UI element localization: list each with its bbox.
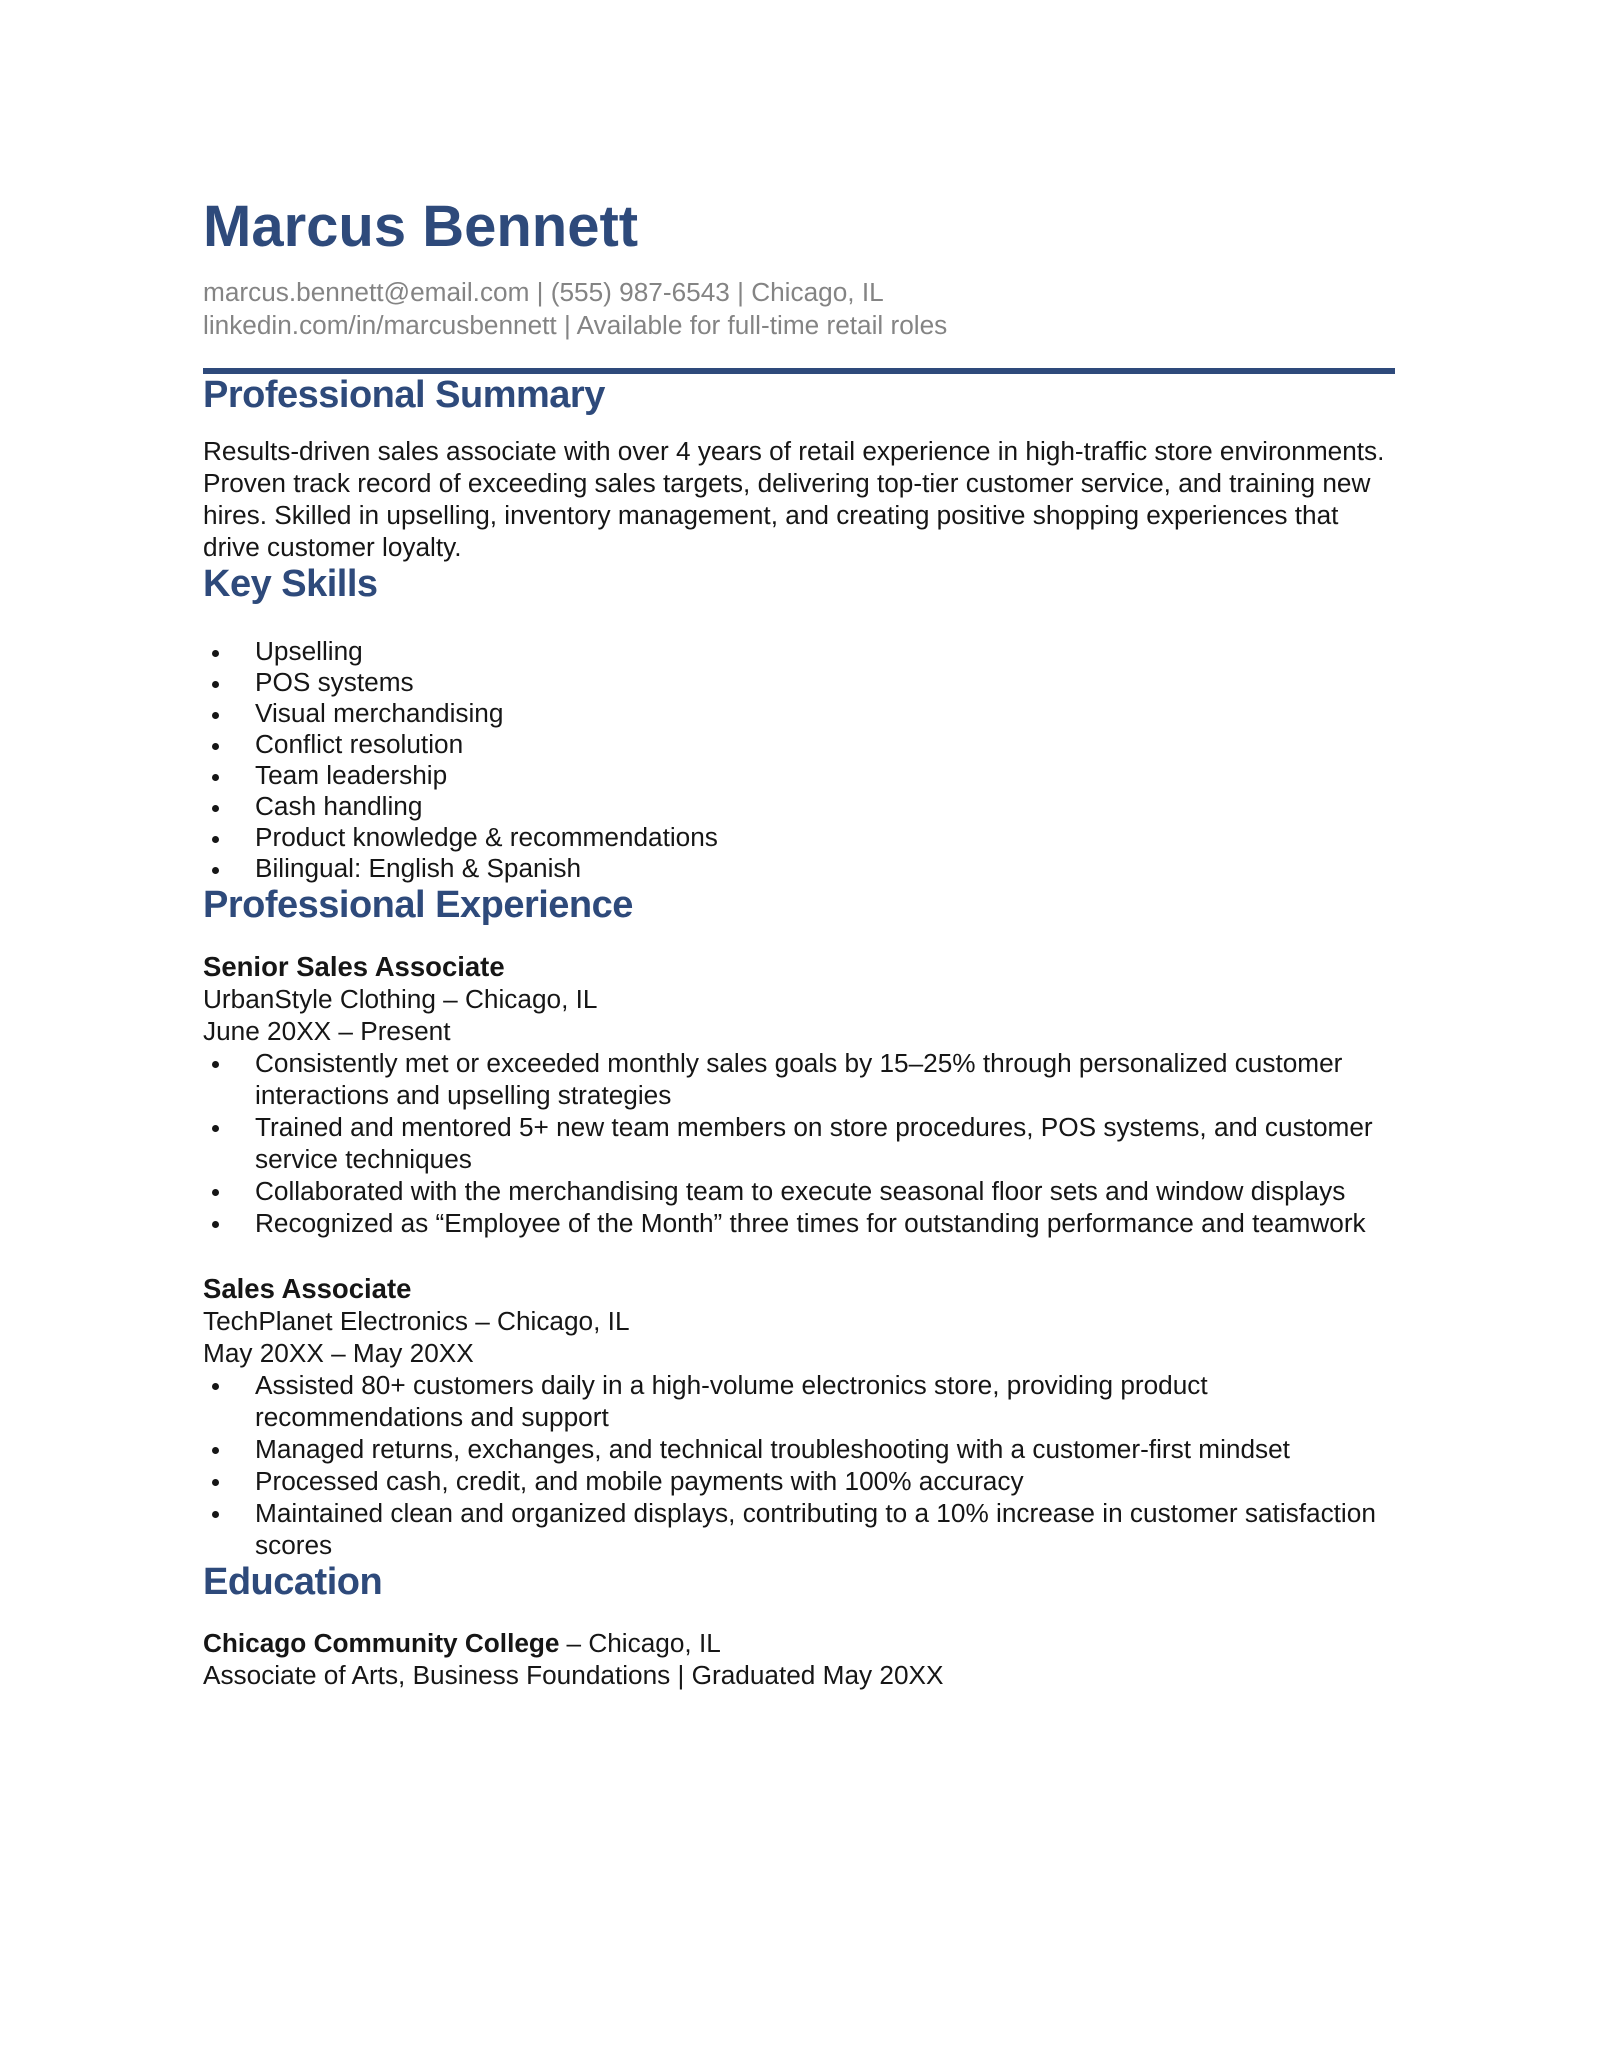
skill-item: Upselling (203, 636, 1395, 667)
job-title: Senior Sales Associate (203, 951, 505, 982)
job-dates: June 20XX – Present (203, 1016, 451, 1046)
job-bullet: Processed cash, credit, and mobile payments with 100% accuracy (203, 1465, 1395, 1497)
skill-item: Conflict resolution (203, 729, 1395, 760)
job-bullet: Collaborated with the merchandising team to execute seasonal floor sets and window displays (203, 1175, 1395, 1207)
job-dates: May 20XX – May 20XX (203, 1338, 474, 1368)
skill-item: Team leadership (203, 760, 1395, 791)
education-school-line (203, 1627, 1395, 1659)
person-name: Marcus Bennett (203, 194, 639, 259)
education-entry (203, 1627, 1395, 1691)
section-professional-summary (203, 374, 1395, 563)
skill-item: Cash handling (203, 791, 1395, 822)
section-education (203, 1561, 1395, 1691)
professional-experience-heading: Professional Experience (203, 884, 633, 926)
education-school: Chicago Community College (203, 1628, 560, 1658)
professional-summary-heading: Professional Summary (203, 374, 605, 416)
summary-paragraph: Results-driven sales associate with over 4 years of retail experience in high-traffic store environments. Proven track record of exceeding sales targets, delivering top-tier customer service, and training new hires. Skilled in upselling, inventory management, and creating positive shopping experiences that drive customer loyalty. (203, 436, 1385, 562)
skill-item: Bilingual: English & Spanish (203, 853, 1395, 884)
job-entry-senior-sales-associate (203, 950, 1395, 1239)
section-professional-experience (203, 884, 1395, 1561)
job-bullet: Assisted 80+ customers daily in a high-volume electronics store, providing product recommendations and support (203, 1369, 1395, 1433)
job-entry-sales-associate (203, 1272, 1395, 1561)
skill-item: Product knowledge & recommendations (203, 822, 1395, 853)
section-key-skills (203, 563, 1395, 884)
job-bullet-list (203, 1369, 1395, 1561)
job-company: TechPlanet Electronics – Chicago, IL (203, 1306, 630, 1336)
job-bullet: Maintained clean and organized displays, contributing to a 10% increase in customer satisfaction scores (203, 1497, 1395, 1561)
key-skills-heading: Key Skills (203, 563, 378, 605)
skill-item: POS systems (203, 667, 1395, 698)
job-bullet: Trained and mentored 5+ new team members on store procedures, POS systems, and customer service techniques (203, 1111, 1395, 1175)
job-bullet: Recognized as “Employee of the Month” three times for outstanding performance and teamwork (203, 1207, 1395, 1239)
job-bullet: Consistently met or exceeded monthly sales goals by 15–25% through personalized customer interactions and upselling strategies (203, 1047, 1395, 1111)
education-heading: Education (203, 1561, 383, 1603)
education-location: – Chicago, IL (566, 1628, 721, 1658)
job-bullet-list (203, 1047, 1395, 1239)
education-details: Associate of Arts, Business Foundations | Graduated May 20XX (203, 1660, 944, 1690)
job-title: Sales Associate (203, 1273, 412, 1304)
job-company: UrbanStyle Clothing – Chicago, IL (203, 984, 598, 1014)
skills-list (203, 636, 1395, 884)
contact-line-2: linkedin.com/in/marcusbennett | Available for full-time retail roles (203, 310, 948, 340)
job-bullet: Managed returns, exchanges, and technical troubleshooting with a customer-first mindset (203, 1433, 1395, 1465)
skill-item: Visual merchandising (203, 698, 1395, 729)
contact-block (203, 276, 1395, 342)
contact-line-1: marcus.bennett@email.com | (555) 987-6543 | Chicago, IL (203, 277, 884, 307)
